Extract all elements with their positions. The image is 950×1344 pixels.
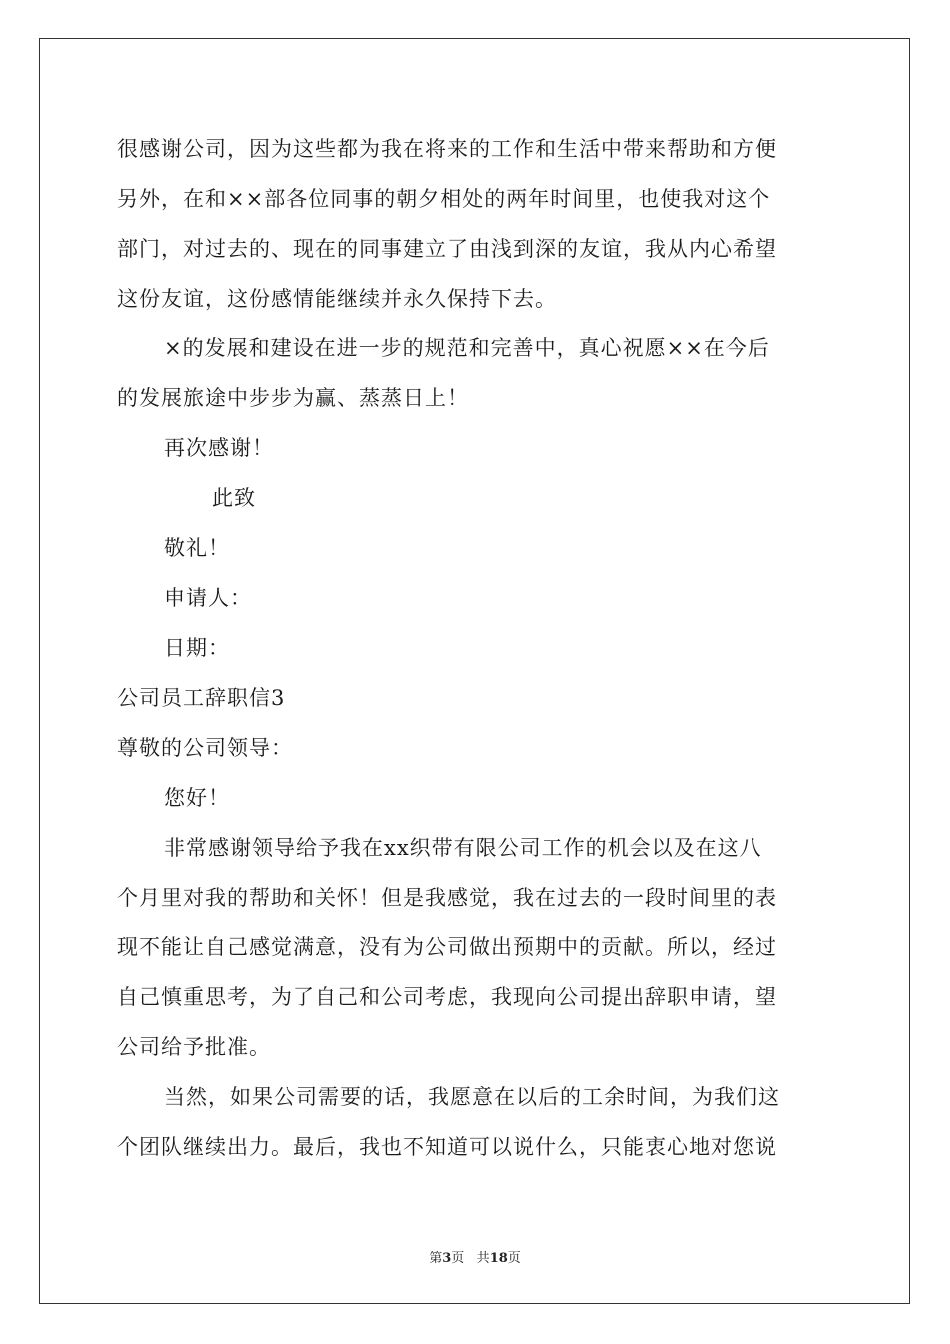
section-title: 公司员工辞职信3 xyxy=(117,686,286,710)
total-prefix: 共 xyxy=(476,1251,490,1266)
page-border xyxy=(39,38,910,1304)
letter-hello: 您好！ xyxy=(164,786,230,810)
body-line: 公司给予批准。 xyxy=(117,1035,271,1059)
closing-thanks: 再次感谢！ xyxy=(164,436,274,460)
body-line: 个月里对我的帮助和关怀！但是我感觉，我在过去的一段时间里的表 xyxy=(117,886,777,910)
body-line: 现不能让自己感觉满意，没有为公司做出预期中的贡献。所以，经过 xyxy=(117,935,777,959)
closing-salutation: 此致 xyxy=(212,486,256,510)
page-current: 3 xyxy=(442,1251,452,1266)
body-line: 很感谢公司，因为这些都为我在将来的工作和生活中带来帮助和方便 xyxy=(117,137,777,161)
body-line: 自己慎重思考，为了自己和公司考虑，我现向公司提出辞职申请，望 xyxy=(117,985,777,1009)
body-line: 另外，在和××部各位同事的朝夕相处的两年时间里，也使我对这个 xyxy=(117,187,771,211)
body-line: 部门，对过去的、现在的同事建立了由浅到深的友谊，我从内心希望 xyxy=(117,237,777,261)
applicant-label: 申请人： xyxy=(164,586,252,610)
page-total: 18 xyxy=(489,1251,508,1266)
letter-greeting: 尊敬的公司领导： xyxy=(117,736,293,760)
body-line: 个团队继续出力。最后，我也不知道可以说什么，只能衷心地对您说 xyxy=(117,1135,777,1159)
body-line: 非常感谢领导给予我在xx织带有限公司工作的机会以及在这八 xyxy=(164,836,762,860)
body-line: 这份友谊，这份感情能继续并永久保持下去。 xyxy=(117,287,557,311)
total-suffix: 页 xyxy=(507,1251,521,1266)
page-prefix: 第 xyxy=(429,1251,443,1266)
body-line: 当然，如果公司需要的话，我愿意在以后的工余时间，为我们这 xyxy=(164,1085,780,1109)
body-line: ×的发展和建设在进一步的规范和完善中，真心祝愿××在今后 xyxy=(164,336,770,360)
closing-regards: 敬礼！ xyxy=(164,536,230,560)
page-footer xyxy=(0,1247,950,1266)
date-label: 日期： xyxy=(164,636,230,660)
body-line: 的发展旅途中步步为赢、蒸蒸日上！ xyxy=(117,386,469,410)
page-suffix: 页 xyxy=(451,1251,465,1266)
